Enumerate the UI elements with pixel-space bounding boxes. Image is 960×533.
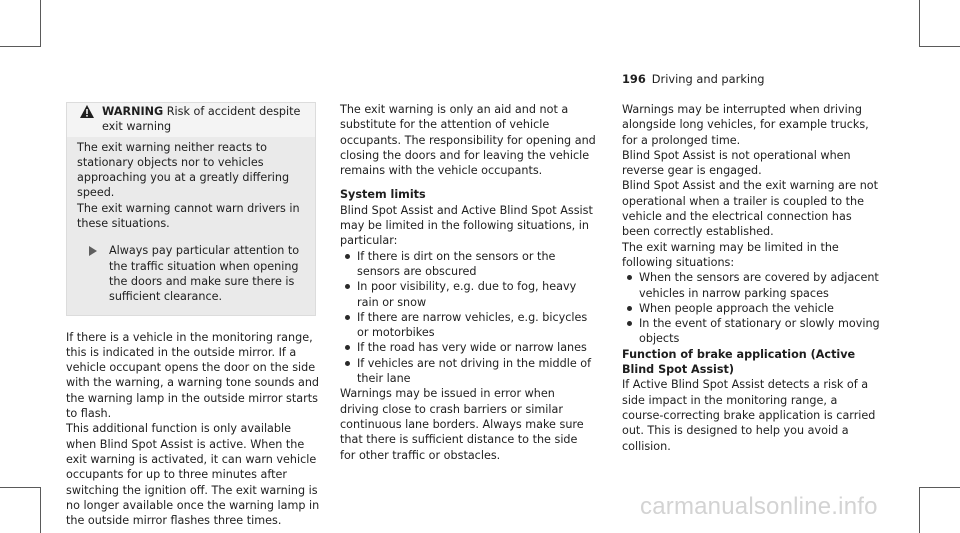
bullet-list — [340, 249, 596, 387]
column-1 — [0, 102, 330, 528]
crop-mark — [919, 487, 920, 533]
list-item: If there are narrow vehicles, e.g. bicycles or motorbikes — [340, 310, 596, 341]
paragraph: The exit warning is only an aid and not a substitute for the attention of vehicle occupants. The responsibility for opening and closing the doors and for leaving the vehicle remains with the vehicle occupants. — [340, 103, 596, 178]
crop-mark — [0, 46, 41, 47]
paragraph: The exit warning may be limited in the following situations: — [622, 240, 839, 269]
paragraph: If Active Blind Spot Assist detects a risk of a side impact in the monitoring range, a course-correcting brake application is carried out. This is designed to help you avoid a collision. — [622, 378, 876, 453]
paragraph: Blind Spot Assist and the exit warning are not operational when a trailer is coupled to the vehicle and the electrical connection has been correctly established. — [622, 179, 879, 239]
section-heading: Function of brake application (Active Blind Spot Assist) — [622, 347, 856, 377]
paragraph: Warnings may be issued in error when driving close to crash barriers or similar continuous lane borders. Always make sure that there is sufficient distance to the side for other traffic or obstacles. — [340, 387, 584, 462]
paragraph: Blind Spot Assist is not operational when reverse gear is engaged. — [622, 148, 851, 178]
warning-subtitle: Risk of accident despite exit warning — [102, 105, 301, 134]
warning-action — [77, 243, 305, 304]
section-heading: System limits — [340, 188, 426, 202]
paragraph: Blind Spot Assist and Active Blind Spot Assist may be limited in the following situations, in particular: — [340, 203, 593, 248]
section-title: Driving and parking — [651, 72, 765, 86]
bullet-list — [622, 270, 880, 346]
paragraph: This additional function is only available when Blind Spot Assist is active. When the exit warning is activated, it can warn vehicle occupants for up to three minutes after switching the ignition off. The exit warning is no longer available once the warning lamp in the outside mirror flashes three times. — [66, 422, 320, 528]
column-3 — [622, 102, 880, 454]
list-item: If there is dirt on the sensors or the sensors are obscured — [340, 249, 596, 280]
list-item: If vehicles are not driving in the middle of their lane — [340, 356, 596, 387]
action-arrow-icon — [89, 246, 97, 256]
warning-paragraph: The exit warning cannot warn drivers in these situations. — [77, 201, 300, 231]
list-item: When people approach the vehicle — [622, 301, 880, 316]
crop-mark — [919, 487, 960, 488]
warning-box — [66, 102, 316, 316]
warning-icon — [80, 105, 94, 118]
warning-action-text: Always pay particular attention to the traffic situation when opening the doors and make sure there is sufficient clearance. — [109, 244, 300, 304]
crop-mark — [40, 0, 41, 46]
list-item: When the sensors are covered by adjacent vehicles in narrow parking spaces — [622, 270, 880, 301]
paragraph: If there is a vehicle in the monitoring range, this is indicated in the outside mirror. If a vehicle occupant opens the door on the side with the warning, a warning tone sounds and the warning lamp in the outside mirror starts to flash. — [66, 330, 320, 421]
crop-mark — [919, 0, 920, 46]
watermark: carmanualsonline.info — [640, 493, 878, 520]
list-item: If the road has very wide or narrow lanes — [340, 340, 596, 355]
list-item: In poor visibility, e.g. due to fog, heavy rain or snow — [340, 279, 596, 310]
crop-mark — [919, 46, 960, 47]
warning-body — [67, 137, 315, 305]
page-header — [622, 72, 765, 87]
paragraph: Warnings may be interrupted when driving alongside long vehicles, for example trucks, for a prolonged time. — [622, 103, 869, 147]
column-2 — [340, 102, 596, 463]
list-item: In the event of stationary or slowly moving objects — [622, 316, 880, 347]
warning-header — [67, 103, 315, 137]
page-number: 196 — [622, 72, 646, 86]
warning-paragraph: The exit warning neither reacts to stationary objects nor to vehicles approaching you at a greatly differing speed. — [77, 140, 290, 200]
warning-title: WARNING — [102, 105, 164, 118]
